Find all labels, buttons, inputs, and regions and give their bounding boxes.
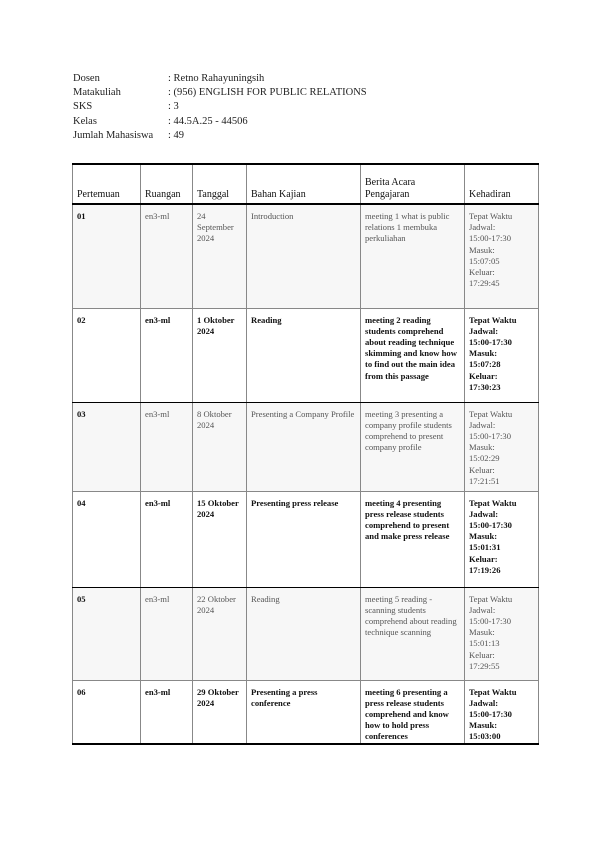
kehadiran-jadwal-label: Jadwal:	[469, 222, 496, 233]
attendance-table	[72, 163, 539, 745]
kehadiran-keluar-label: Keluar:	[469, 464, 495, 475]
kehadiran-jadwal: 15:00-17:30	[469, 708, 512, 719]
info-row-dosen	[73, 72, 367, 86]
cell-pertemuan: 02	[73, 308, 141, 402]
cell-bahan: Reading	[247, 308, 361, 402]
kehadiran-keluar: 17:29:55	[469, 660, 500, 671]
cell-pertemuan: 05	[73, 587, 141, 680]
table-row	[73, 491, 539, 587]
kehadiran-masuk-label: Masuk:	[469, 720, 498, 731]
course-info	[73, 72, 367, 143]
cell-kehadiran	[465, 308, 539, 402]
col-header-bahan: Bahan Kajian	[247, 164, 361, 204]
kehadiran-keluar: 17:29:45	[469, 278, 500, 289]
cell-tanggal: 1 Oktober 2024	[193, 308, 247, 402]
info-value: : 3	[168, 101, 179, 113]
kehadiran-jadwal-label: Jadwal:	[469, 604, 496, 615]
kehadiran-status: Tepat Waktu	[469, 593, 513, 604]
col-header-tanggal: Tanggal	[193, 164, 247, 204]
cell-tanggal: 15 Oktober 2024	[193, 491, 247, 587]
kehadiran-status: Tepat Waktu	[469, 211, 513, 221]
kehadiran-jadwal-label: Jadwal:	[469, 419, 496, 430]
kehadiran-jadwal-label: Jadwal:	[469, 508, 499, 519]
cell-kehadiran	[465, 587, 539, 680]
kehadiran-keluar-label: Keluar:	[469, 370, 498, 381]
info-value: : Retno Rahayuningsih	[168, 73, 265, 84]
kehadiran-masuk: 15:07:28	[469, 359, 501, 370]
table-row	[73, 402, 539, 491]
kehadiran-masuk-label: Masuk:	[469, 348, 498, 359]
cell-ruangan: en3-ml	[141, 308, 193, 402]
info-label: Kelas	[73, 115, 97, 127]
kehadiran-masuk: 15:03:00	[469, 731, 501, 742]
kehadiran-jadwal: 15:00-17:30	[469, 519, 512, 530]
kehadiran-jadwal: 15:00-17:30	[469, 233, 512, 244]
kehadiran-keluar: 17:30:23	[469, 381, 501, 392]
cell-ruangan: en3-ml	[141, 587, 193, 680]
table-row	[73, 308, 539, 402]
kehadiran-masuk-label: Masuk:	[469, 442, 495, 453]
info-row-sks	[73, 100, 367, 114]
col-header-kehadiran: Kehadiran	[465, 164, 539, 204]
table-row	[73, 680, 539, 744]
cell-pertemuan: 06	[73, 680, 141, 744]
table-row	[73, 587, 539, 680]
kehadiran-masuk-label: Masuk:	[469, 244, 495, 255]
cell-tanggal: 22 Oktober 2024	[193, 587, 247, 680]
cell-kehadiran	[465, 491, 539, 587]
kehadiran-masuk: 15:01:13	[469, 638, 500, 649]
info-label: Jumlah Mahasiswa	[73, 129, 154, 141]
cell-ruangan: en3-ml	[141, 402, 193, 491]
cell-berita: meeting 5 reading - scanning students comprehend about reading technique scanning	[361, 587, 465, 680]
cell-bahan: Presenting a press conference	[247, 680, 361, 744]
kehadiran-jadwal: 15:00-17:30	[469, 615, 512, 626]
cell-berita: meeting 3 presenting a company profile students comprehend to present company profile	[361, 402, 465, 491]
kehadiran-masuk: 15:07:05	[469, 255, 500, 266]
kehadiran-masuk: 15:01:31	[469, 542, 501, 553]
table-row	[73, 204, 539, 308]
kehadiran-status: Tepat Waktu	[469, 686, 517, 697]
table-header-row	[73, 164, 539, 204]
kehadiran-status: Tepat Waktu	[469, 314, 517, 325]
col-header-berita: Berita Acara Pengajaran	[361, 164, 465, 204]
cell-kehadiran	[465, 204, 539, 308]
info-value: : 49	[168, 129, 185, 141]
kehadiran-status: Tepat Waktu	[469, 408, 513, 419]
kehadiran-keluar-label: Keluar:	[469, 553, 498, 564]
kehadiran-jadwal-label: Jadwal:	[469, 697, 499, 708]
kehadiran-masuk-label: Masuk:	[469, 531, 498, 542]
cell-pertemuan: 04	[73, 491, 141, 587]
cell-tanggal: 29 Oktober 2024	[193, 680, 247, 744]
cell-berita: meeting 4 presenting press release students comprehend to present and make press release	[361, 491, 465, 587]
cell-kehadiran	[465, 402, 539, 491]
cell-ruangan: en3-ml	[141, 680, 193, 744]
info-value: : (956) ENGLISH FOR PUBLIC RELATIONS	[168, 87, 367, 99]
cell-bahan: Presenting press release	[247, 491, 361, 587]
cell-ruangan: en3-ml	[141, 204, 193, 308]
kehadiran-keluar-label: Keluar:	[469, 267, 495, 278]
info-row-matakuliah	[73, 86, 367, 100]
cell-berita: meeting 2 reading students comprehend about reading technique skimming and know how to find out the main idea from this passage	[361, 308, 465, 402]
col-header-ruangan: Ruangan	[141, 164, 193, 204]
kehadiran-jadwal: 15:00-17:30	[469, 336, 512, 347]
cell-berita: meeting 1 what is public relations 1 membuka perkuliahan	[361, 204, 465, 308]
cell-pertemuan: 03	[73, 402, 141, 491]
info-value: : 44.5A.25 - 44506	[168, 115, 248, 127]
cell-ruangan: en3-ml	[141, 491, 193, 587]
kehadiran-jadwal: 15:00-17:30	[469, 430, 512, 441]
kehadiran-masuk-label: Masuk:	[469, 627, 495, 638]
cell-tanggal: 8 Oktober 2024	[193, 402, 247, 491]
info-label: SKS	[73, 101, 93, 113]
kehadiran-keluar: 17:21:51	[469, 475, 500, 486]
info-row-kelas	[73, 115, 367, 129]
cell-bahan: Introduction	[247, 204, 361, 308]
kehadiran-keluar: 17:19:26	[469, 564, 501, 575]
col-header-pertemuan: Pertemuan	[73, 164, 141, 204]
info-label: Matakuliah	[73, 87, 121, 99]
cell-kehadiran	[465, 680, 539, 744]
cell-pertemuan: 01	[73, 204, 141, 308]
cell-bahan: Reading	[247, 587, 361, 680]
cell-tanggal: 24 September 2024	[193, 204, 247, 308]
info-row-jumlah	[73, 129, 367, 143]
info-label: Dosen	[73, 73, 100, 84]
cell-berita: meeting 6 presenting a press release students comprehend and know how to hold press conferences	[361, 680, 465, 744]
kehadiran-status: Tepat Waktu	[469, 497, 517, 508]
cell-bahan: Presenting a Company Profile	[247, 402, 361, 491]
kehadiran-masuk: 15:02:29	[469, 453, 500, 464]
kehadiran-keluar-label: Keluar:	[469, 649, 495, 660]
kehadiran-jadwal-label: Jadwal:	[469, 325, 499, 336]
